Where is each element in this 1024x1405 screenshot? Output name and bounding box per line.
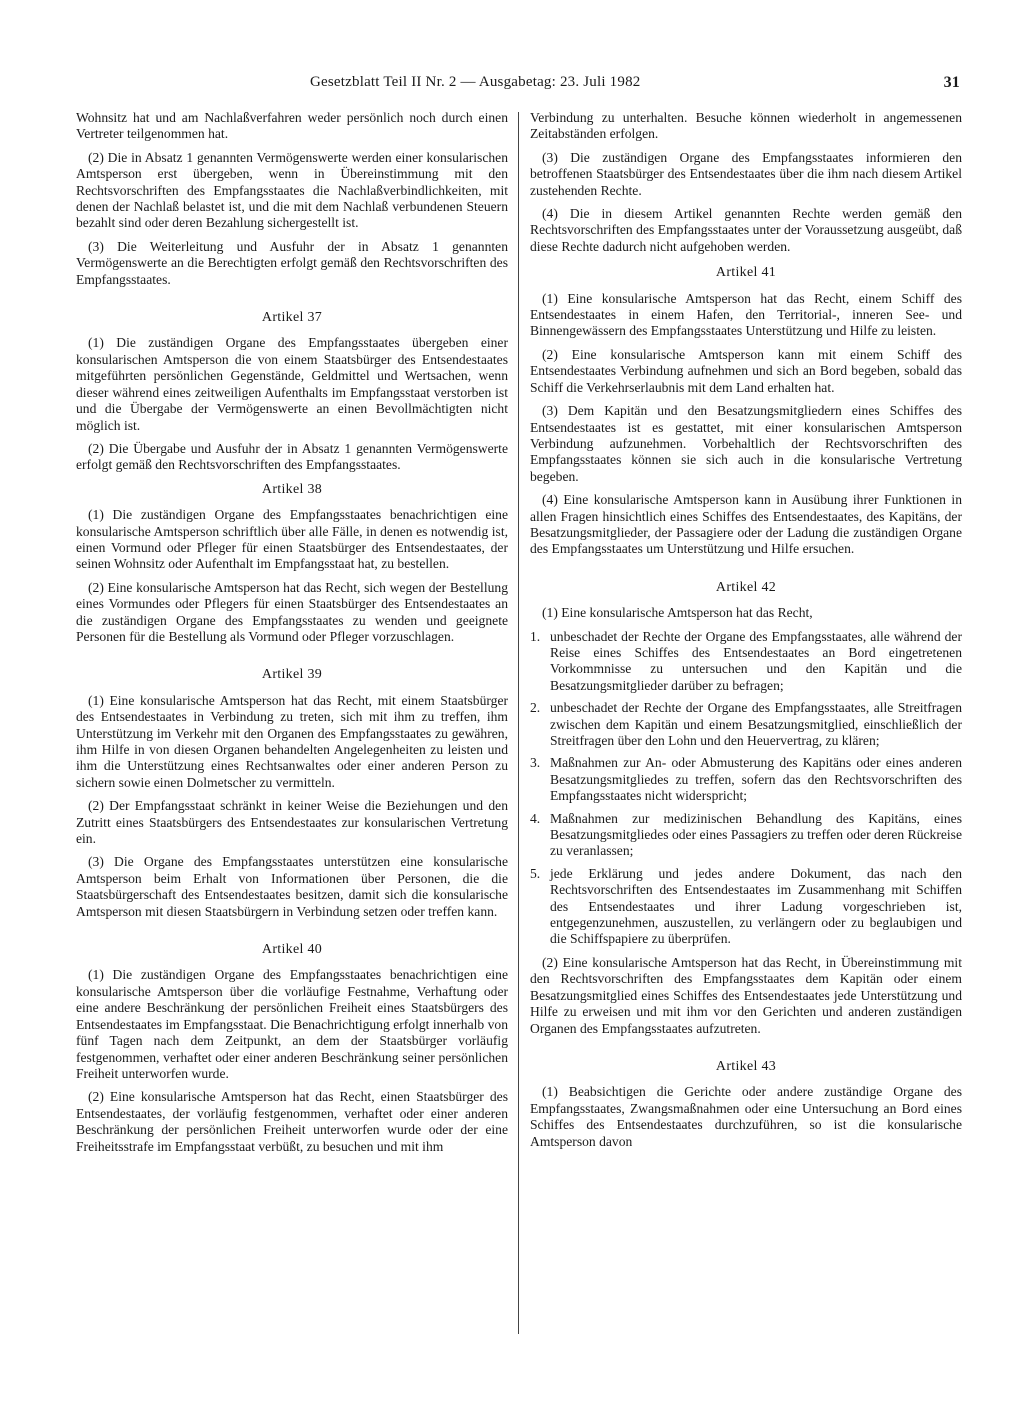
article-43-paragraph-1: (1) Beabsichtigen die Gerichte oder andere zuständige Organe des Empfangsstaates, Zwangsmaßnahmen oder eine Untersuchung an Bord eines Schiffes des Entsendestaates durchzuführen, so ist die konsularische Amtsperson davon xyxy=(530,1084,962,1149)
article-40-paragraph-1: (1) Die zuständigen Organe des Empfangsstaates benachrichtigen eine konsularische Amtsperson über die vorläufige Festnahme, Verhaftung oder eine andere Beschränkung der persönlichen Freiheit eines Staatsbürgers des Entsendestaates im Empfangsstaat. Die Benachrichtigung erfolgt innerhalb von fünf Tagen nach dem Zeitpunkt, an dem der Staatsbürger vorläufig festgenommen, verhaftet oder einer anderen Beschränkung seiner persönlichen Freiheit unterworfen wurde. xyxy=(76,967,508,1081)
list-item-number: 1. xyxy=(530,628,541,644)
list-item-text: Maßnahmen zur An- oder Abmusterung des Kapitäns oder eines anderen Besatzungsmitgliedes zu treffen, sofern das den Rechtsvorschriften des Empfangsstaates nicht widerspricht; xyxy=(550,755,962,804)
article-39-paragraph-1: (1) Eine konsularische Amtsperson hat das Recht, mit einem Staatsbürger des Entsendestaates in Verbindung zu treten, sich mit ihm zu treffen, ihm Unterstützung im Verkehr mit den Organen des Empfangsstaates zu gewähren, ihm Hilfe in von diesen Organen behandelten Angelegenheiten zu leisten und ihm die Unterstützung eines Rechtsanwaltes oder einer anderen Person zu sichern sowie einen Dolmetscher zu vermitteln. xyxy=(76,692,508,790)
list-item xyxy=(530,811,962,860)
article-43-heading: Artikel 43 xyxy=(715,1058,777,1074)
article-41-paragraph-1: (1) Eine konsularische Amtsperson hat das Recht, einem Schiff des Entsendestaates in einem Hafen, den Territorial-, inneren See- und Binnengewässern des Empfangsstaates Unterstützung und Hilfe zu leisten. xyxy=(530,290,962,339)
article-42-list xyxy=(530,629,962,948)
page-number: 31 xyxy=(943,74,960,91)
list-item-text: jede Erklärung und jedes andere Dokument, das nach den Rechtsvorschriften des Entsendestaates im Zusammenhang mit Schiffen des Entsendestaates und ihrer Ladung vorgeschrieben ist, entgegenzunehmen, auszustellen, zu verlängern oder zu beglaubigen und die Schiffspapiere zu überprüfen. xyxy=(550,865,962,947)
article-40-paragraph-3: (3) Die zuständigen Organe des Empfangsstaates informieren den betroffenen Staatsbürger des Entsendestaates über die ihm nach diesem Artikel zustehenden Rechte. xyxy=(530,149,962,198)
article-36-paragraph-2: (2) Die in Absatz 1 genannten Vermögenswerte werden einer konsularischen Amtsperson erst übergeben, wenn in Übereinstimmung mit den Rechtsvorschriften des Empfangsstaates die Nachlaßverbindlichkeiten, mit denen der Nachlaß belastet ist, und die mit dem Nachlaß verbundenen Steuern bezahlt sind oder deren Bezahlung sichergestellt ist. xyxy=(76,149,508,231)
article-40-paragraph-2: (2) Eine konsularische Amtsperson hat das Recht, einen Staatsbürger des Entsendestaates, der vorläufig festgenommen, verhaftet oder einer anderen Beschränkung der persönlichen Freiheit unterworfen wurde oder der eine Freiheitsstrafe im Empfangsstaat verbüßt, zu besuchen und mit ihm xyxy=(76,1089,508,1154)
article-36-paragraph-3: (3) Die Weiterleitung und Ausfuhr der in Absatz 1 genannten Vermögenswerte an die Berechtigten erfolgt gemäß den Rechtsvorschriften des Empfangsstaates. xyxy=(76,238,508,287)
list-item-text: Maßnahmen zur medizinischen Behandlung des Kapitäns, eines Besatzungsmitgliedes oder eines Passagiers zu treffen oder deren Rückreise zu veranlassen; xyxy=(550,810,962,859)
article-38-paragraph-2: (2) Eine konsularische Amtsperson hat das Recht, sich wegen der Bestellung eines Vormundes oder Pflegers für einen Staatsbürger des Entsendestaates an die zuständigen Organe des Empfangsstaates zu wenden und geeignete Personen für die Bestellung als Vormund oder Pfleger vorzuschlagen. xyxy=(76,579,508,644)
article-39-paragraph-2: (2) Der Empfangsstaat schränkt in keiner Weise die Beziehungen und den Zutritt eines Staatsbürgers des Entsendestaates zur konsularischen Vertretung ein. xyxy=(76,798,508,847)
article-41-paragraph-2: (2) Eine konsularische Amtsperson kann mit einem Schiff des Entsendestaates Verbindung aufnehmen und sich an Bord begeben, sobald das Schiff die Verkehrserlaubnis mit dem Land erhalten hat. xyxy=(530,346,962,395)
article-42-paragraph-1: (1) Eine konsularische Amtsperson hat das Recht, xyxy=(542,605,813,621)
column-divider xyxy=(518,112,519,1334)
article-40-paragraph-4: (4) Die in diesem Artikel genannten Rechte werden gemäß den Rechtsvorschriften des Empfangsstaates unter der Voraussetzung ausgeübt, daß diese Rechte dadurch nicht aufgehoben werden. xyxy=(530,206,962,254)
list-item xyxy=(530,866,962,948)
article-41-heading: Artikel 41 xyxy=(715,265,777,281)
article-39-heading: Artikel 39 xyxy=(261,667,323,683)
article-42-paragraph-2: (2) Eine konsularische Amtsperson hat das Recht, in Übereinstimmung mit den Rechtsvorschriften des Empfangsstaates dem Kapitän oder einem Besatzungsmitglied eines Schiffes des Entsendestaates jede Unterstützung und Hilfe zu erweisen und mit ihm vor den Gerichten und anderen zuständigen Organen des Empfangsstaates aufzutreten. xyxy=(530,954,962,1036)
list-item xyxy=(530,755,962,804)
list-item-text: unbeschadet der Rechte der Organe des Empfangsstaates, alle Streitfragen zwischen dem Kapitän und einem Besatzungsmitglied, einschließlich der Streitfragen über den Lohn und den Heuervertrag, zu klären; xyxy=(550,700,962,748)
paragraph-continued: Wohnsitz hat und am Nachlaßverfahren weder persönlich noch durch einen Vertreter teilgenommen hat. xyxy=(76,110,508,142)
article-41-paragraph-4: (4) Eine konsularische Amtsperson kann in Ausübung ihrer Funktionen in allen Fragen hinsichtlich eines Schiffes des Entsendestaates, des Kapitäns, der Besatzungsmitglieder, der Passagiere oder der Ladung die zuständigen Organe des Empfangsstaates um Unterstützung und Hilfe ersuchen. xyxy=(530,492,962,557)
article-39-paragraph-3: (3) Die Organe des Empfangsstaates unterstützen eine konsularische Amtsperson beim Erhalt von Informationen über Personen, die die Staatsbürgerschaft des Entsendestaates besitzen, damit sich die konsularische Amtsperson mit diesen Staatsbürgern in Verbindung setzen oder treffen kann. xyxy=(76,854,508,919)
article-37-paragraph-1: (1) Die zuständigen Organe des Empfangsstaates übergeben einer konsularischen Amtsperson die von einem Staatsbürger des Entsendestaates mitgeführten persönlichen Gegenstände, Geldmittel und Wertsachen, wenn dieser während eines zeitweiligen Aufenthalts im Empfangsstaat verstorben ist und die Übergabe der Vermögenswerte an einen Bevollmächtigten nicht möglich ist. xyxy=(76,335,508,433)
list-item-number: 2. xyxy=(530,700,541,716)
list-item xyxy=(530,629,962,695)
article-41-paragraph-3: (3) Dem Kapitän und den Besatzungsmitgliedern eines Schiffes des Entsendestaates ist es gestattet, mit einer konsularischen Amtsperson Verbindung aufzunehmen. Vorbehaltlich der Rechtsvorschriften des Empfangsstaates können sie sich auch in die konsularische Vertretung begeben. xyxy=(530,403,962,484)
article-38-heading: Artikel 38 xyxy=(261,481,323,497)
paragraph-continued: Verbindung zu unterhalten. Besuche können wiederholt in angemessenen Zeitabständen erfolgen. xyxy=(530,110,962,142)
left-column xyxy=(76,110,508,1162)
list-item-number: 5. xyxy=(530,865,541,881)
article-40-heading: Artikel 40 xyxy=(261,942,323,958)
article-42-heading: Artikel 42 xyxy=(715,579,777,595)
list-item-number: 3. xyxy=(530,755,541,771)
right-column xyxy=(530,110,962,1157)
article-38-paragraph-1: (1) Die zuständigen Organe des Empfangsstaates benachrichtigen eine konsularische Amtsperson schriftlich über alle Fälle, in denen es notwendig ist, einen Vormund oder Pfleger für einen Staatsbürger des Entsendestaates, der seinen Wohnsitz oder Aufenthalt im Empfangsstaat hat, zu bestellen. xyxy=(76,507,508,572)
list-item-text: unbeschadet der Rechte der Organe des Empfangsstaates, alle während der Reise eines Schiffes des Entsendestaates an Bord eingetretenen Vorkommnisse zu untersuchen und den Kapitän und die Besatzungsmitglieder darüber zu befragen; xyxy=(550,628,962,693)
list-item-number: 4. xyxy=(530,810,541,826)
article-37-paragraph-2: (2) Die Übergabe und Ausfuhr der in Absatz 1 genannten Vermögenswerte erfolgt gemäß den Rechtsvorschriften des Empfangsstaates. xyxy=(76,440,508,473)
list-item xyxy=(530,700,962,749)
gazette-title: Gesetzblatt Teil II Nr. 2 — Ausgabetag: 23. Juli 1982 xyxy=(310,74,641,90)
article-37-heading: Artikel 37 xyxy=(261,310,323,326)
page-header xyxy=(310,74,960,96)
